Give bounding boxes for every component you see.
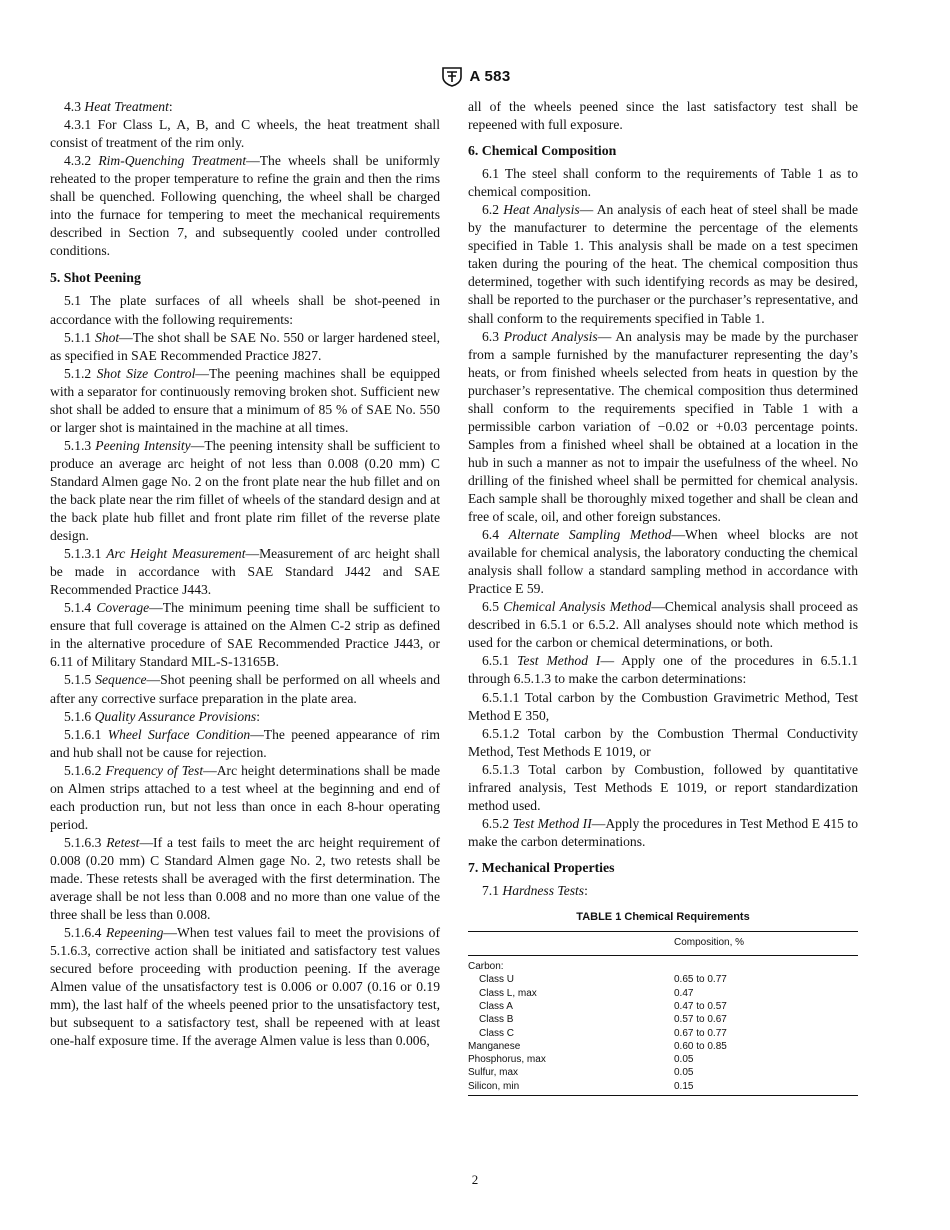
- heading-mechanical-properties: 7. Mechanical Properties: [468, 859, 615, 875]
- section-6-3: 6.3 Product Analysis— An analysis may be made by the purchaser from a sample furnished by the manufacturer representing the day’s heats, or from finished wheels selected from heats in question by the purchaser’s representative. The chemical composition thus determined shall conform to the requirements specified in Table 1 with a permissible carbon variation of −0.02 or +0.03 percentage points. Samples from a finished wheel shall be obtained at a location in the hub in such a manner as not to impair the usefulness of the wheel. No drilling of the finished wheel shall be permitted for chemical analysis. Each sample shall be thoroughly mixed together and shall be clean and free of scale, oil, and other foreign substances.: [468, 328, 859, 525]
- section-6-5-1: 6.5.1 Test Method I— Apply one of the procedures in 6.5.1.1 through 6.5.1.3 to make the carbon determinations:: [468, 653, 858, 687]
- section-5-1-6-2: 5.1.6.2 Frequency of Test—Arc height determinations shall be made on Almen strips attached to a test wheel at the beginning and end of each production run, but not less than once in each 8-hour operating period.: [50, 762, 441, 832]
- table-row: Silicon, min 0.15: [468, 1080, 694, 1092]
- section-6-5-1-1: 6.5.1.1 Total carbon by the Combustion Gravimetric Method, Test Method E 350,: [468, 689, 858, 723]
- section-5-1-6: 5.1.6 Quality Assurance Provisions:: [64, 708, 260, 724]
- section-7-1: 7.1 Hardness Tests:: [482, 882, 588, 898]
- page-number: 2: [471, 1172, 479, 1187]
- left-column: [50, 98, 440, 1050]
- astm-logo-icon: [440, 65, 464, 87]
- table-row: Class B 0.57 to 0.67: [479, 1014, 727, 1026]
- right-column: [468, 98, 858, 1096]
- section-5-1-5: 5.1.5 Sequence—Shot peening shall be performed on all wheels and after any corrective surface preparation in the plate area.: [50, 672, 440, 706]
- section-6-5-2: 6.5.2 Test Method II—Apply the procedures in Test Method E 415 to make the carbon determinations.: [468, 815, 858, 849]
- section-4-3-2: 4.3.2 Rim-Quenching Treatment—The wheels shall be uniformly reheated to the proper temperature to refine the grain and then the rims shall be quenched. Following quenching, the wheel shall be charged into the furnace for tempering to meet the mechanical requirements described in Section 7, and subsequently cooled under controlled conditions.: [50, 153, 440, 259]
- heading-shot-peening: 5. Shot Peening: [50, 270, 141, 286]
- section-4-3-1: 4.3.1 For Class L, A, B, and C wheels, the heat treatment shall consist of treatment of the rim only.: [50, 117, 440, 151]
- section-5-1-2: 5.1.2 Shot Size Control—The peening machines shall be equipped with a separator for continuously removing broken shot. Sufficient new shot shall be added to ensure that a minimum of 85 % of SAE No. 550 or larger shot is maintained in the machine at all times.: [50, 365, 440, 435]
- heading-chemical-composition: 6. Chemical Composition: [468, 143, 617, 159]
- section-6-4: 6.4 Alternate Sampling Method—When wheel blocks are not available for chemical analysis, the laboratory conducting the chemical analysis shall follow a standard sampling method in accordance with Practice E 59.: [468, 527, 859, 597]
- table-header-blank: [468, 932, 674, 956]
- section-5-1-3-1: 5.1.3.1 Arc Height Measurement—Measurement of arc height shall be made in accordance with SAE Standard J442 and SAE Recommended Practice J443.: [50, 546, 440, 598]
- section-5-1-3: 5.1.3 Peening Intensity—The peening intensity shall be sufficient to produce an average arc height of not less than 0.008 (0.20 mm) C Standard Almen gage No. 2 on the front plate near the hub fillet and on the back plate near the rim fillet of wheels of the standard design and at the back plate hub fillet and front plate rim fillet of the reverse plate design.: [50, 437, 440, 544]
- section-6-5-1-2: 6.5.1.2 Total carbon by the Combustion Thermal Conductivity Method, Test Methods E 1019, or: [468, 725, 858, 759]
- table: [468, 931, 858, 1096]
- table-caption: TABLE 1 Chemical Requirements: [576, 911, 750, 924]
- section-6-2: 6.2 Heat Analysis— An analysis of each heat of steel shall be made by the manufacturer to determine the percentage of the elements specified in Table 1. This analysis shall be made on a test specimen taken during the pouring of the heat. The chemical composition thus determined, together with such identifying records as may be desired, shall be reported to the purchaser or the purchaser’s representative, and shall conform to the requirements specified in Table 1.: [468, 202, 858, 326]
- section-5-1-6-3: 5.1.6.3 Retest—If a test fails to meet the arc height requirement of 0.008 (0.20 mm) C Standard Almen gage No. 2, two retests shall be made. These retests shall be averaged with the first determination. The average shall be not less than 0.008 and no more than one value of the three shall be less than 0.008.: [50, 834, 440, 923]
- table-row: Sulfur, max 0.05: [468, 1067, 694, 1079]
- section-5-1-6-1: 5.1.6.1 Wheel Surface Condition—The peened appearance of rim and hub shall not be cause for rejection.: [50, 726, 440, 760]
- table-row: Phosphorus, max 0.05: [468, 1054, 694, 1066]
- table-header-composition: Composition, %: [674, 932, 858, 956]
- section-5-1-6-4: 5.1.6.4 Repeening—When test values fail to meet the provisions of 5.1.6.3, corrective action shall be initiated and satisfactory test values secured before proceeding with production peening. If the average Almen value of the unsatisfactory test is 0.006 or 0.007 (0.16 or 0.19 mm), the last half of the wheels peened prior to the unsatisfactory test, but subsequent to a satisfactory test, shall be repeened with at least one-half exposure time. If the average Almen value is less than 0.006,: [50, 925, 441, 1049]
- section-5-1-1: 5.1.1 Shot—The shot shall be SAE No. 550 or larger hardened steel, as specified in SAE Recommended Practice J827.: [50, 329, 440, 363]
- section-6-1: 6.1 The steel shall conform to the requirements of Table 1 as to chemical composition.: [468, 166, 858, 200]
- table-row: Class A 0.47 to 0.57: [479, 1001, 727, 1012]
- table-row: Manganese 0.60 to 0.85: [468, 1040, 727, 1052]
- document-number: A 583: [469, 67, 511, 85]
- page-header: [0, 64, 950, 88]
- section-6-5-1-3: 6.5.1.3 Total carbon by Combustion, followed by quantitative infrared analysis, Test Methods E 1019, or report standardization method used.: [468, 761, 858, 813]
- section-5-1-4: 5.1.4 Coverage—The minimum peening time shall be sufficient to ensure that full coverage is attained on the Almen C-2 strip as defined in the alternative procedure of SAE Recommended Practice J443, or 6.11 of Military Standard MIL-S-13165B.: [50, 600, 440, 670]
- table-row: Class U 0.65 to 0.77: [479, 974, 727, 986]
- chemical-requirements-table: [468, 908, 858, 1096]
- table-header-row: [468, 932, 858, 956]
- table-row: Class C 0.67 to 0.77: [479, 1027, 727, 1039]
- section-5-1-6-4-continued: all of the wheels peened since the last satisfactory test shall be repeened with full exposure.: [468, 99, 858, 133]
- table-row: Class L, max 0.47: [479, 987, 694, 999]
- table-row: Carbon:: [468, 961, 504, 973]
- section-4-3: 4.3 Heat Treatment:: [64, 99, 173, 114]
- section-5-1: 5.1 The plate surfaces of all wheels shall be shot-peened in accordance with the following requirements:: [50, 293, 440, 327]
- section-6-5: 6.5 Chemical Analysis Method—Chemical analysis shall proceed as described in 6.5.1 or 6.5.2. All analyses should note which method is used for the carbon or chemical determinations, or both.: [468, 599, 858, 651]
